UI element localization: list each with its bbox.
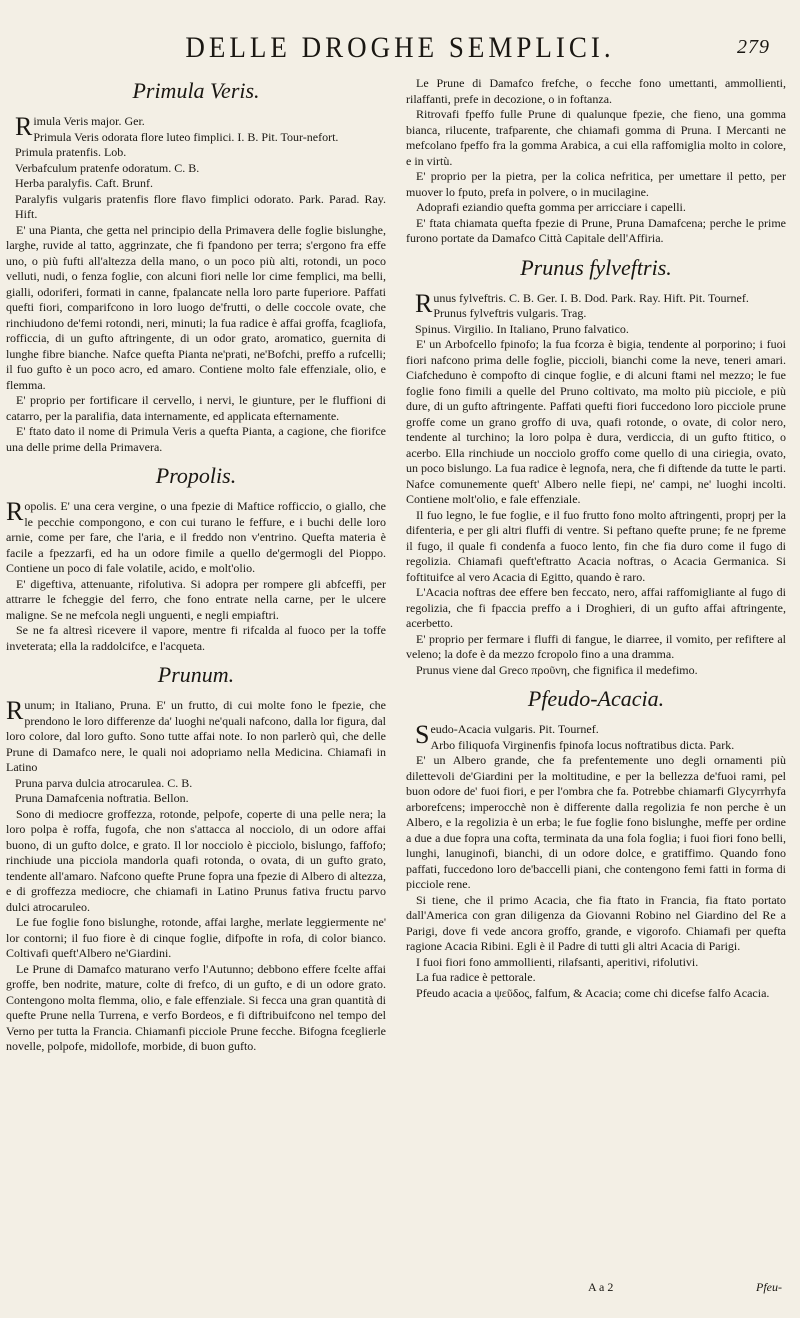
body-paragraph: Si tiene, che il primo Acacia, che fia ftato in Francia, fia ftato portato dall'America con gran diligenza da Giovanni Robino nel Giardino del Re a Parigi, dove fi vede ancora groffo, grande, e vigorofo. Chiamafi per quefta ragione Acacia Ribini. Egli è il Padre di tutti gli altri Acacia di Parigi. — [406, 892, 786, 953]
running-head — [20, 24, 780, 70]
body-paragraph: Ropolis. E' una cera vergine, o una fpezie di Maftice rofficcio, o giallo, che le pecchie compongono, e con cui turano le feffure, e i buchi delle loro arnie, come per fare, che l'aria, e il freddo non v'entrino. Quefta materia è facile a fpezzarfi, ed ha un odore fimile a quello de'germogli del Pioppo. Contiene un poco di fale volatile, acido, e molt'olio. — [6, 497, 386, 575]
page-number: 279 — [737, 36, 770, 58]
synonym-line: Prunus fylveftris vulgaris. Trag. — [433, 306, 587, 320]
body-paragraph: E' digeftiva, attenuante, rifolutiva. Si adopra per rompere gli abfceffi, per attrarre le fcheggie del ferro, che fono entrate nella carne, per le ulcere maligne. Se ne mefcola negli unguenti, e negli empiaftri. — [6, 576, 386, 622]
synonym-line: Pruna Damafcenia noftratia. Bellon. — [15, 791, 189, 805]
left-column — [6, 76, 386, 1055]
body-paragraph: E' un Arbofcello fpinofo; la fua fcorza è bigia, tendente al porporino; i fuoi fiori nafcono prima delle foglie, piccioli, bianchi come la neve, teneri amari. Ciafcheduno è compofto di cinque foglie, e di alcuni ftami nel mezzo; le fue foglie fono fimili a quelle del Pruno coltivato, ma molto più picciole, e più dure, di un gufto aftringente. Paffati quefti fiori fuccedono loro picciole prune groffe come un grano groffo di uva, quafi rotonde, o ovate, di color nero, tendente al turchino; la loro polpa è dura, verdiccia, di un gufto ftitico, o acerbo. Ella rinchiude un nocciolo groffo come quello di una ciriegia, ovato, un poco bislungo. La fua radice è legnofa, nera, che fi diftende da tutte le parti. Nafce comunemente queft' Albero nelle fiepi, ne' campi, ne' luoghi incolti. Contiene molt'olio, e fale effenziale. — [406, 337, 786, 506]
entry-title-prunum: Prunum. — [157, 662, 235, 687]
synonym-line: Pruna parva dulcia atrocarulea. C. B. — [15, 775, 193, 790]
synonym-line: Spinus. Virgilio. In Italiano, Pruno falvatico. — [415, 321, 629, 336]
running-title: DELLE DROGHE SEMPLICI. — [185, 30, 615, 64]
body-paragraph: Pfeudo acacia a ψεῦδος, falfum, & Acacia; come chi dicefse falfo Acacia. — [416, 985, 770, 1000]
body-paragraph: E' ftato dato il nome di Primula Veris a quefta Pianta, a cagione, che fiorifce una delle prime della Primavera. — [6, 424, 386, 454]
synonym-line: Arbo filiquofa Virginenfis fpinofa locus noftratibus dicta. Park. — [430, 737, 735, 752]
body-paragraph: Adoprafi eziandio quefta gomma per arricciare i capelli. — [416, 200, 686, 214]
synonym-line: Herba paralyfis. Caft. Brunf. — [15, 176, 153, 190]
entry-title-prunus-sylvestris: Prunus fylveftris. — [520, 254, 672, 280]
body-paragraph: E' proprio per fortificare il cervello, i nervi, le giunture, per le fluffioni di catarro, per la paralifia, data internamente, ed applicata efternamente. — [6, 393, 386, 423]
body-paragraph: Le Prune di Damafco maturano verfo l'Autunno; debbono effere fcelte affai groffe, ben nodrite, mature, colte di frefco, di un gufto, e di un odore grato. Contengono molta flemma, olio, e fale effenziale. Si fecca una gran quantità di quefte Prune nella Turrena, e verfo Bordeos, e fi diftribuifcono nel tempo del Verno per tutta la Francia. Chiamanfi picciole Prune fecche. Bifogna fceglierle novelle, polpofe, midollofe, morbide, di buon gufto. — [6, 961, 386, 1053]
body-paragraph: Prunus viene dal Greco προῦνη, che fignifica il medefimo. — [416, 662, 698, 677]
body-paragraph: E' un Albero grande, che fa prefentemente uno degli ornamenti più dilettevoli de'Giardini per la moltitudine, e per la bellezza de'fuoi rami, pel buon odore de' fuoi fiori, e per l'ombra che fa. Potrebbe chiamarfi Glycyrrhyfa arborefcens; imperocchè non è differente dalla regolizia fe non perche è un Albero, e la regolizia è un erba; le fue foglie fono bislunghe, meffe per ordine a due a due fopra una cofta, terminata da una fola foglia; i fuoi fiori fono belli, lunghi, lanuginofi, bianchi, di un odore dolce, e gratiffimo. Quando fono paffati, fuccedono loro de'baccelli piani, che contengono femi fatti in forma di picciole rene. — [406, 753, 786, 891]
right-column — [406, 76, 786, 1001]
body-paragraph: Runum; in Italiano, Pruna. E' un frutto, di cui molte fono le fpezie, che prendono le loro differenze da' luoghi ne'quali nafcono, dalla lor figura, dal loro colore, dal loro gufto. Sono tutte affai note. Io non parlerò quì, che delle Prune di Damafco nere, le quali noi adopriamo nella Medicina. Chiamafi in Latino — [6, 696, 386, 774]
synonym-line: Primula Veris odorata flore luteo fimplici. I. B. Pit. Tour-nefort. — [33, 129, 339, 144]
synonym-line: Rimula Veris major. Ger. — [15, 112, 145, 141]
body-paragraph: E' proprio per fermare i fluffi di fangue, le diarree, il vomito, per refiftere al veleno; la dofe è da mezzo fcropolo fino a una dramma. — [406, 631, 786, 661]
body-paragraph: E' ftata chiamata quefta fpezie di Prune, Pruna Damafcena; perche le prime furono portate da Damafco Città Capitale dell'Affiria. — [406, 215, 786, 245]
synonym-line: Verbafculum pratenfe odoratum. C. B. — [15, 160, 200, 175]
body-paragraph: E' proprio per la pietra, per la colica nefritica, per umettare il petto, per muover lo fputo, prefa in polvere, o in mucilagine. — [406, 169, 786, 199]
synonym-line: Paralyfis vulgaris pratenfis flore flavo fimplici odorato. Park. Parad. Ray. Hift. — [15, 191, 386, 221]
body-paragraph: Ritrovafi fpeffo fulle Prune di qualunque fpezie, che fieno, una gomma bianca, rilucente, trafparente, che chiamafi gomma di Pruna. I Mercanti ne mefcolano fpeffo fra la gomma Arabica, a cui ella raffomiglia molto in colore, e in virtù. — [406, 107, 786, 168]
synonym-line: Seudo-Acacia vulgaris. Pit. Tournef. — [415, 720, 599, 749]
signature-mark: A a 2 — [588, 1280, 614, 1294]
synonym-line: Primula pratenfis. Lob. — [15, 145, 127, 159]
entry-title-pseudo-acacia: Pfeudo-Acacia. — [527, 686, 665, 711]
body-paragraph: Sono di mediocre groffezza, rotonde, pelpofe, coperte di una pelle nera; la loro polpa è roffa, fugofa, che non s'attacca al nocciolo, di un odore affai buono, di un gufto dolce, e grato. Il lor nocciolo è picciolo, bislungo, faffofo; rinchiude una picciola mandorla quafi rotonda, o ovata, di un gufto grato, tendente all'amaro. Nafcono quefte Prune fopra una fpezie di Albero di altezza, e di groffezza mediocre, che chiamafi in Latino Prunus fativa fructu parvo dulci atrocaruleo. — [6, 806, 386, 914]
entry-title-propolis: Propolis. — [155, 463, 237, 488]
synonym-line: Runus fylveftris. C. B. Ger. I. B. Dod. Park. Ray. Hift. Pit. Tournef. — [415, 288, 749, 318]
body-paragraph: E' una Pianta, che getta nel principio della Primavera delle foglie bislunghe, larghe, ruvide al tatto, aggrinzate, che fi fpandono per terra; s'ergono fra effe uno, o più fufti all'altezza della mano, o un poco più alti, rotondi, un poco velluti, nudi, o fenza foglie, con alcuni fiori nelle lor cime femplici, ma belli, gialli, odoriferi, formati in canne, fpalancate nella loro parte fuperiore. Paffati quefti fiori, comparifcono in loro luogo de'frutti, o delle coccole ovate, che rinchiudono de'femi rotondi, neri, minuti; la fua radice è affai groffa, fcagliofa, rofficcia, di un gufto aftringente, di un odor grato, aromatico, guernita di lunghe fibre bianche. Nafce quefta Pianta ne'prati, ne'Bofchi, preffo a rufcelli; il fuo gufto è un poco acro, ed amaro. Contiene molto fale effenziale, olio, e flemma. — [6, 222, 386, 392]
body-paragraph: La fua radice è pettorale. — [416, 970, 536, 984]
body-paragraph: I fuoi fiori fono ammollienti, rilafsanti, aperitivi, rifolutivi. — [416, 954, 699, 969]
body-paragraph: Le fue foglie fono bislunghe, rotonde, affai larghe, merlate leggiermente ne' lor contorni; il fuo fiore è di cinque foglie, difpofte in rofa, di color bianco. Coltivafi queft'Albero ne'Giardini. — [6, 915, 386, 960]
catchword: Pfeu- — [756, 1280, 782, 1294]
body-paragraph: Le Prune di Damafco frefche, o fecche fono umettanti, ammollienti, rilaffanti, prefe in decozione, o in foftanza. — [406, 76, 786, 106]
entry-title-primula-veris: Primula Veris. — [132, 78, 260, 103]
body-paragraph: Se ne fa altresì ricevere il vapore, mentre fi rifcalda al fuoco per la toffe inveterata; ella la raddolcifce, e l'acqueta. — [6, 623, 386, 653]
body-paragraph: Il fuo legno, le fue foglie, e il fuo frutto fono molto aftringenti, proprj per la difenteria, e per gli altri fluffi di ventre. Si peftano quefte prune; fe ne fpreme il fugo, il quale fi condenfa a fuoco lento, fin che fia duro come il fugo di regolizia. Chiamafi queft'eftratto Acacia noftras, o Acacia Germanica. Si foftituifce al vero Acacia di Egitto, quando è raro. — [406, 507, 786, 584]
body-paragraph: L'Acacia noftras dee effere ben feccato, nero, affai raffomigliante al fugo di regolizia, che fi fpaccia preffo a i Droghieri, di un gufto affai aftringente, acerbetto. — [406, 585, 786, 630]
